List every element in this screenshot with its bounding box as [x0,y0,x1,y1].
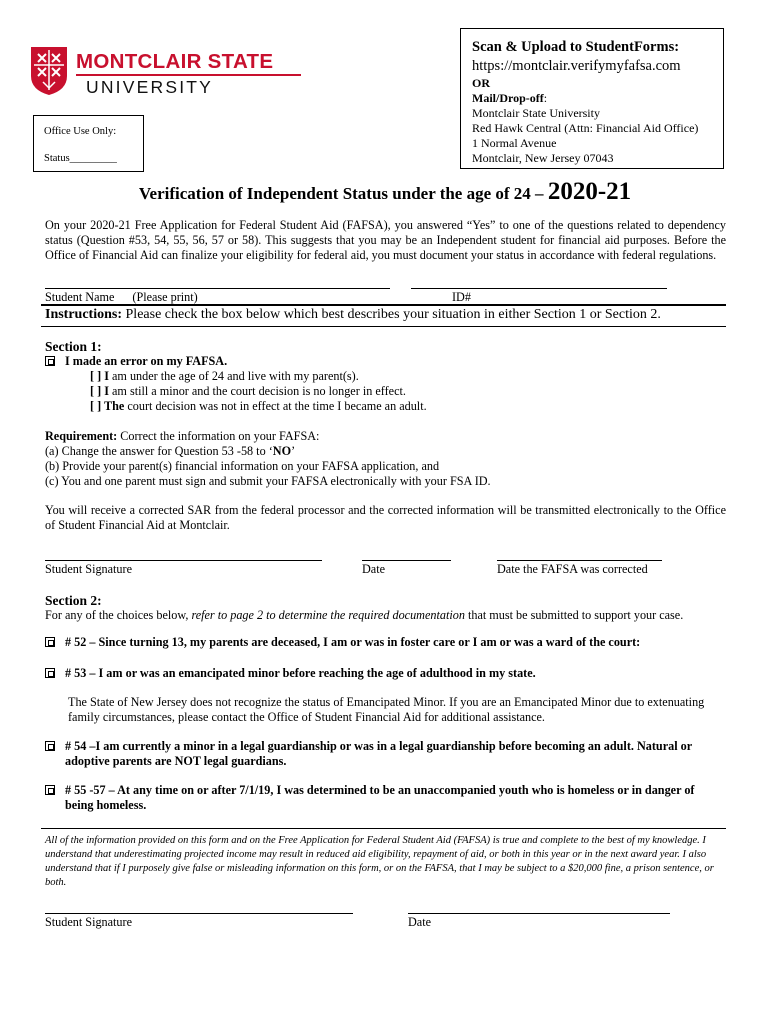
divider [41,304,726,306]
divider [41,326,726,327]
corrected-date-label: Date the FAFSA was corrected [497,562,648,576]
final-date-line[interactable] [408,913,670,914]
page-title [0,178,770,206]
student-name-line[interactable] [45,288,390,289]
logo-wordmark-bottom: UNIVERSITY [86,77,214,97]
nj-note: The State of New Jersey does not recognize the status of Emancipated Minor. If you are an Emancipated Minor due to extenuating family circumstances, please contact the Office of Student Financial Aid for additional assistance. [68,695,705,724]
shield-icon [30,46,68,96]
student-id-line[interactable] [411,288,667,289]
option-53: # 53 – I am or was an emancipated minor before reaching the age of adulthood in my state. [45,666,726,681]
office-use-label: Office Use Only: [44,126,117,137]
section1-sub-options [90,369,427,414]
title-year: 2020-21 [547,178,632,205]
address-line: Montclair, New Jersey 07043 [472,151,614,165]
option-53-checkbox[interactable] [45,668,55,678]
address-line: Red Hawk Central (Attn: Financial Aid Office) [472,121,699,135]
or-label: OR [472,76,490,90]
section1-heading: Section 1: [45,339,102,354]
office-use-box [33,115,144,172]
logo-rule [76,74,301,76]
submission-info-box [460,28,724,169]
upload-url[interactable]: https://montclair.verifymyfafsa.com [472,58,681,74]
office-status-field[interactable]: Status_________ [44,153,117,164]
intro-paragraph: On your 2020-21 Free Application for Federal Student Aid (FAFSA), you answered “Yes” to one of the questions related to dependency status (Question #53, 54, 55, 56, 57 or 58). This suggests that you may be an Independent student for financial aid purposes. Before the Office of Financial Aid can finalize your eligibility for federal aid, you must document your status in accordance with federal regulations. [45,218,726,262]
corrected-date-line[interactable] [497,560,662,561]
final-signature-line[interactable] [45,913,353,914]
university-logo [30,46,280,98]
mail-dropoff-label: Mail/Drop-off: [472,91,548,105]
option-55-checkbox[interactable] [45,785,55,795]
logo-wordmark-top: MONTCLAIR STATE [76,50,274,73]
date-label: Date [362,562,386,576]
section1-checkbox[interactable] [45,356,55,366]
sar-note: You will receive a corrected SAR from the federal processor and the corrected information will be transmitted electronically to the Office of Student Financial Aid at Montclair. [45,503,726,532]
option-55-57: # 55 -57 – At any time on or after 7/1/19, I was determined to be an unaccompanied youth who is homeless or in danger of being homeless. [45,783,726,813]
final-date-label: Date [408,915,432,929]
divider [41,828,726,829]
signature-label: Student Signature [45,562,132,576]
student-name-label: Student Name (Please print) [45,290,198,304]
certification-statement: All of the information provided on this form and on the Free Application for Federal Student Aid (FAFSA) is true and complete to the best of my knowledge. I understand that underestimating projected income may result in reduced aid eligibility, repayment of aid, or both in this year or in the next award year. I also understand that if I purposely give false or misleading information on this form, or on the FAFSA, that I may be subject to a $20,000 fine, a prison sentence, or both. [45,835,714,888]
option-54-checkbox[interactable] [45,741,55,751]
sub-option[interactable]: [ ] I am under the age of 24 and live with my parent(s). [90,369,359,383]
instructions: Instructions: Please check the box below which best describes your situation in either Section 1 or Section 2. [45,307,661,322]
title-text: Verification of Independent Status under the age of 24 – [138,184,548,203]
date-line[interactable] [362,560,451,561]
section1-option: I made an error on my FAFSA. [45,354,726,369]
signature-line[interactable] [45,560,322,561]
scan-upload-label: Scan & Upload to StudentForms: [472,39,680,55]
sub-option[interactable]: [ ] The court decision was not in effect at the time I became an adult. [90,399,427,413]
sub-option[interactable]: [ ] I am still a minor and the court decision is no longer in effect. [90,384,406,398]
address-line: Montclair State University [472,106,600,120]
section2-intro: For any of the choices below, refer to page 2 to determine the required documentation that must be submitted to support your case. [45,608,684,622]
final-signature-label: Student Signature [45,915,132,929]
option-54: # 54 –I am currently a minor in a legal guardianship or was in a legal guardianship before becoming an adult. Natural or adoptive parents are NOT legal guardians. [45,739,726,769]
student-id-label: ID# [452,290,471,304]
section2-heading: Section 2: [45,593,102,608]
address-line: 1 Normal Avenue [472,136,557,150]
requirement-block: Requirement: Correct the information on your FAFSA: (a) Change the answer for Question 53 -58 to ‘NO’ (b) Provide your parent(s) financial information on your FAFSA application, and (c) You and one parent must sign and submit your FAFSA electronically with your FSA ID. [45,429,491,488]
option-52-checkbox[interactable] [45,637,55,647]
option-52: # 52 – Since turning 13, my parents are deceased, I am or was in foster care or I am or was a ward of the court: [45,635,726,650]
